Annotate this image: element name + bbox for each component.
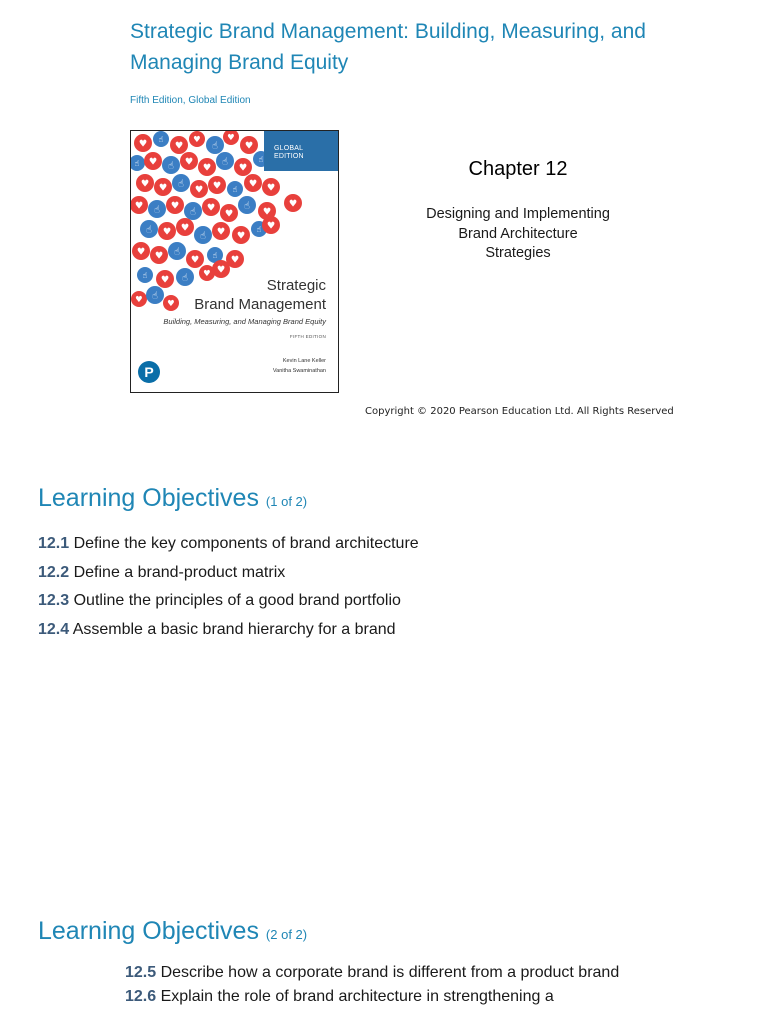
chapter-label: Chapter 12: [468, 158, 568, 180]
list-item: [38, 559, 598, 588]
ribbon-text: GLOBAL EDITION: [274, 145, 304, 160]
heart-glyph-icon: ♥: [212, 180, 222, 192]
objectives-list-1: [38, 530, 598, 645]
thumb-glyph-icon: ☝: [222, 156, 228, 168]
heart-glyph-icon: ♥: [184, 156, 194, 168]
objective-text: Define the key components of brand architecture: [73, 535, 419, 552]
thumb-glyph-icon: ☝: [134, 158, 140, 169]
heart-glyph-icon: ♥: [194, 184, 204, 196]
objective-text: Describe how a corporate brand is different from a product brand: [160, 964, 620, 981]
objective-number: 12.3: [38, 592, 70, 610]
objective-text: Define a brand-product matrix: [73, 563, 286, 581]
objective-number: 12.1: [38, 535, 70, 552]
cover-authors: Kevin Lane Keller Vanitha Swaminathan: [272, 358, 326, 374]
thumb-glyph-icon: ☝: [200, 230, 206, 242]
objective-text: Assemble a basic brand hierarchy for a brand: [72, 621, 396, 639]
heart-glyph-icon: ♥: [216, 264, 226, 276]
thumb-glyph-icon: ☝: [168, 160, 174, 172]
heart-glyph-icon: ♥: [160, 274, 170, 286]
heading-text: Learning Objectives: [38, 484, 259, 512]
objective-number: 12.5: [125, 964, 157, 981]
list-item: [125, 962, 635, 984]
heart-glyph-icon: ♥: [202, 162, 212, 174]
thumb-glyph-icon: ☝: [190, 206, 196, 218]
learning-objectives-heading-2: [38, 917, 307, 946]
thumb-glyph-icon: ☝: [142, 270, 148, 281]
heart-glyph-icon: ♥: [244, 140, 254, 152]
heart-glyph-icon: ♥: [288, 198, 298, 210]
thumb-glyph-icon: ☝: [158, 134, 164, 145]
thumb-glyph-icon: ☝: [232, 184, 238, 195]
heart-glyph-icon: ♥: [266, 182, 276, 194]
heart-glyph-icon: ♥: [236, 230, 246, 242]
heart-glyph-icon: ♥: [154, 250, 164, 262]
list-item: [125, 986, 635, 1008]
list-item: [38, 616, 598, 645]
thumb-glyph-icon: ☝: [212, 140, 218, 152]
heading-text: Learning Objectives: [38, 917, 259, 945]
heart-glyph-icon: ♥: [162, 226, 172, 238]
thumb-glyph-icon: ☝: [174, 246, 180, 258]
objective-number: 12.2: [38, 563, 70, 581]
list-item: [38, 530, 598, 559]
heart-glyph-icon: ♥: [227, 132, 235, 143]
heart-glyph-icon: ♥: [190, 254, 200, 266]
thumb-glyph-icon: ☝: [154, 204, 160, 216]
heart-glyph-icon: ♥: [206, 202, 216, 214]
objectives-list-2: [125, 962, 635, 1010]
page-indicator: (1 of 2): [265, 494, 308, 509]
chapter-subtitle: Designing and Implementing Brand Architecture Strategies: [426, 206, 610, 261]
cover-edition: FIFTH EDITION: [289, 334, 326, 339]
book-edition: Fifth Edition, Global Edition: [130, 95, 251, 106]
heart-glyph-icon: ♥: [140, 178, 150, 190]
heart-glyph-icon: ♥: [193, 134, 201, 145]
heart-glyph-icon: ♥: [138, 138, 148, 150]
heart-glyph-icon: ♥: [174, 140, 184, 152]
objective-number: 12.6: [125, 988, 157, 1005]
heart-glyph-icon: ♥: [136, 246, 146, 258]
book-title: Strategic Brand Management: Building, Measuring, and Managing Brand Equity: [130, 20, 646, 74]
thumb-glyph-icon: ☝: [178, 178, 184, 190]
thumb-glyph-icon: ☝: [258, 154, 264, 165]
heart-glyph-icon: ♥: [134, 200, 144, 212]
heart-glyph-icon: ♥: [180, 222, 190, 234]
heart-glyph-icon: ♥: [248, 178, 258, 190]
objective-text: Explain the role of brand architecture in strengthening a: [160, 988, 554, 1005]
thumb-glyph-icon: ☝: [244, 200, 250, 212]
heart-glyph-icon: ♥: [238, 162, 248, 174]
heart-glyph-icon: ♥: [148, 156, 158, 168]
thumb-glyph-icon: ☝: [182, 272, 188, 284]
thumb-glyph-icon: ☝: [256, 224, 262, 235]
thumb-glyph-icon: ☝: [146, 224, 152, 236]
heart-glyph-icon: ♥: [167, 298, 175, 309]
objective-text: Outline the principles of a good brand portfolio: [73, 592, 401, 610]
heart-glyph-icon: ♥: [224, 208, 234, 220]
heart-glyph-icon: ♥: [266, 220, 276, 232]
heart-glyph-icon: ♥: [203, 268, 211, 279]
heart-glyph-icon: ♥: [135, 294, 143, 305]
global-edition-ribbon: [264, 131, 338, 171]
book-cover: [130, 130, 339, 393]
objective-number: 12.4: [38, 621, 70, 639]
list-item: [38, 587, 598, 616]
thumb-glyph-icon: ☝: [212, 250, 218, 261]
page-indicator: (2 of 2): [265, 927, 308, 942]
heart-glyph-icon: ♥: [158, 182, 168, 194]
copyright-notice: Copyright © 2020 Pearson Education Ltd. All Rights Reserved: [365, 406, 674, 417]
cover-title: Strategic Brand Management: [194, 277, 326, 313]
thumb-glyph-icon: ☝: [152, 290, 158, 302]
cover-subtitle: Building, Measuring, and Managing Brand Equity: [163, 317, 326, 326]
heart-glyph-icon: ♥: [230, 254, 240, 266]
heart-glyph-icon: ♥: [262, 206, 272, 218]
pearson-logo-icon: P: [138, 361, 160, 383]
learning-objectives-heading-1: [38, 484, 307, 513]
heart-glyph-icon: ♥: [170, 200, 180, 212]
heart-glyph-icon: ♥: [216, 226, 226, 238]
